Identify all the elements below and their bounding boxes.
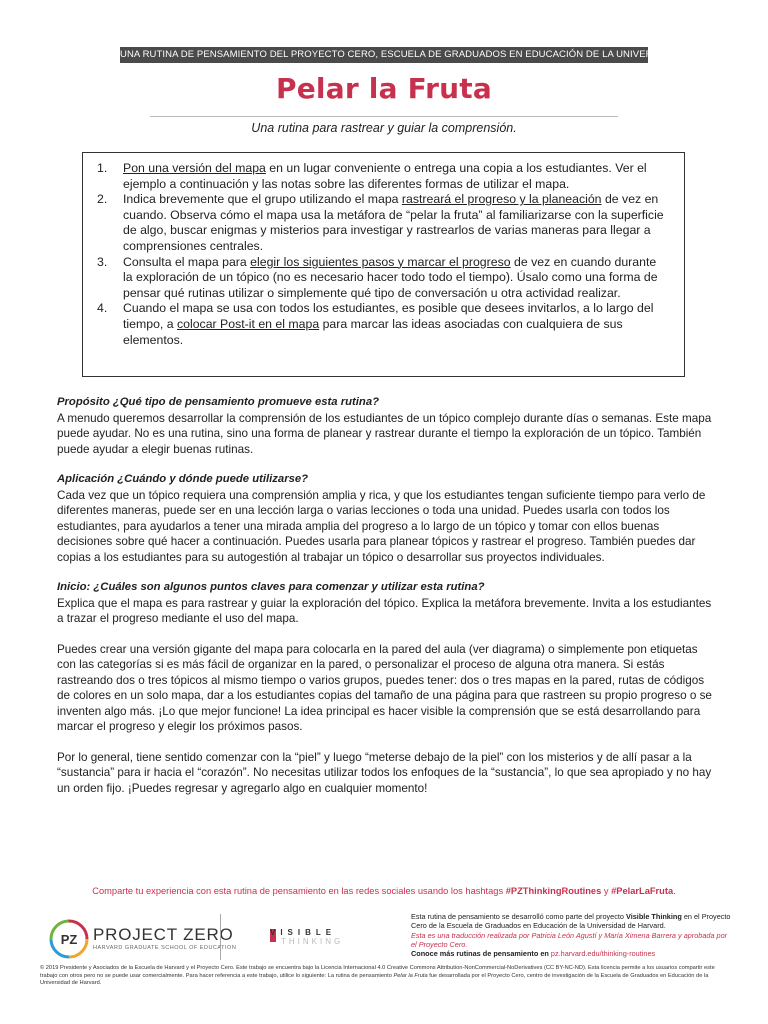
visible-thinking-name: Visible Thinking [625,912,682,921]
step-number: 4. [97,301,108,316]
thinking-routines-link[interactable]: pz.harvard.edu/thinking-routines [550,949,656,959]
application-paragraph: Cada vez que un tópico requiera una comprensión amplia y rica, y que los estudiantes tengan suficiente tiempo para verlo de diferentes maneras, puede ser en una lección larga o varias lecciones o toda una unidad. Puedes usarla con todos los estudiantes, para ayudarlos a tener una mirada amplia del progreso a lo largo de un tópico y tomar con ellos buenas decisiones sobre qué hacer a continuación. Puedes usarla para planear tópicos y rastrear el progreso. También puedes dar copias a los estudiantes para su autogestión al trabajar un tópico o desarrollar sus proyectos individuales. [57,488,706,564]
step-text-before: Cuando el mapa se usa con todos los estudiantes, es posible que desees invitarlos, a lo largo del tiempo, a [123,301,654,331]
step-text-before: Indica brevemente que el grupo utilizando el mapa [123,192,402,207]
start-paragraph-1: Explica que el mapa es para rastrear y guiar la exploración del tópico. Explica la metáfora brevemente. Invita a los estudiantes a trazar el progreso mediante el uso del mapa. [57,596,712,625]
title-divider [150,116,618,117]
visible-thinking-logo-bottom: THINKING [281,937,344,946]
project-zero-logo-icon [48,918,90,960]
step-underlined-text: Pon una versión del mapa [123,161,266,175]
project-zero-subtitle: HARVARD GRADUATE SCHOOL OF EDUCATION [93,945,237,951]
share-and: y [601,886,612,896]
step-item [97,301,667,348]
hashtag-link[interactable]: #PelarLaFruta [611,886,674,896]
copyright-notice [40,965,730,988]
project-zero-name: PROJECT ZERO [93,925,234,944]
step-underlined-text: colocar Post-it en el mapa [177,316,320,331]
visible-thinking-logo-top: VISIBLE [270,928,337,937]
page-title: Pelar la Fruta [276,72,492,105]
credit-text: Esta rutina de pensamiento se desarrolló como parte del proyecto [411,912,626,921]
copyright-text: fue desarrollada por el Proyecto Cero, centro de investigación de la Escuela de Graduados en Educación de la Universidad de Harvard. [40,972,709,986]
step-text-after: para marcar las ideas asociadas con cualquiera de sus elementos. [123,316,623,347]
step-number: 2. [97,192,108,207]
translation-credit: Esta es una traducción realizada por Patricia León Agustí y María Ximena Barrera y aprobada por el Proyecto Cero. [411,930,728,949]
credit-line-3 [411,949,731,958]
body-text [57,395,713,811]
credit-line-1 [411,912,731,931]
start-paragraph-3: Por lo general, tiene sentido comenzar con la “piel” y luego “meterse debajo de la piel” con los misterios y de allí pasar a la “sustancia” para ir hacia el “corazón”. No necesitas utilizar todos los enfoques de la “sustancia”, lo que sea apropiado y no hay un orden fijo. ¡Puedes regresar y agregarlo algo en cualquier momento! [57,750,712,795]
step-underlined-text: elegir los siguientes pasos y marcar el progreso [250,254,511,269]
copyright-routine-name: Pelar la Fruta [393,972,428,979]
application-heading: Aplicación ¿Cuándo y dónde puede utilizarse? [57,473,309,485]
step-underlined-text: rastreará el progreso y la planeación [401,192,602,207]
page-subtitle: Una rutina para rastrear y guiar la comprensión. [251,121,517,135]
credit-text: en el Proyecto Cero de la Escuela de Graduados en Educación de la Universidad de Harvard. [411,912,731,931]
share-prefix: Comparte tu experiencia con esta rutina de pensamiento en las redes sociales usando los hashtags [92,886,506,896]
step-number: 1. [97,161,108,175]
purpose-paragraph: A menudo queremos desarrollar la comprensión de los estudiantes de un tópico complejo durante días o semanas. Este mapa puede ayudar. No es una rutina, sino una forma de planear y rastrear durante el tiempo la exploración de un tópico. También puede ayudar a elegir buenas rutinas. [57,411,712,456]
step-text-before: Consulta el mapa para [123,254,251,269]
step-item [97,255,667,302]
share-suffix: . [673,886,676,896]
step-item [97,161,667,192]
purpose-heading: Propósito ¿Qué tipo de pensamiento promueve esta rutina? [57,396,380,408]
credit-more-label: Conoce más rutinas de pensamiento en [411,949,551,959]
step-number: 3. [97,254,108,269]
credit-block [411,912,731,958]
step-text-after: en un lugar conveniente o entrega una copia a los estudiantes. Ver el ejemplo a continuación y las notas sobre las diferentes formas de utilizar el mapa. [123,161,647,191]
step-text-after: de vez en cuando. Observa cómo el mapa usa la metáfora de “pelar la fruta” al familiarizarse con la superficie de algo, buscar enigmas y misterios para investigar y rastrearlos de varias maneras para llegar a comprensiones centrales. [123,192,664,253]
step-item [97,192,667,254]
footer-divider [220,914,221,960]
copyright-text: © 2019 Presidente y Asociados de la Escuela de Harvard y el Proyecto Cero. Este trabajo se encuentra bajo la Licencia Internacional 4.0 Creative Commons Attribution-NonCommercial-NoDerivatives (CC BY-NC-ND). Esta licencia permite a los usuarios compartir este trabajo con otros pero no se puede usar comercialmente. Para hacer referencia a este trabajo, utilice lo siguiente: La rutina de pensamiento [40,965,715,979]
start-paragraph-2: Puedes crear una versión gigante del mapa para colocarla en la pared del aula (ver diagrama) o simplemente pon etiquetas con las categorías si es más fácil de organizar en la pared, o personalizar el proceso de alguna otra manera. Si estás rastreando dos o tres tópicos al mismo tiempo o varios grupos, puedes tener: dos o tres mapas en la pared, rutas de códigos de colores en un solo mapa, dar a los estudiantes copias del tamaño de una página para que rastreen su propio progreso o se inventen algo más. ¡Lo que mejor funcione! La idea principal es hacer visible la comprensión que se está desarrollando para marcar el progreso y elegir los próximos pasos. [57,642,712,733]
hashtag-link[interactable]: #PZThinkingRoutines [505,886,602,896]
start-heading: Inicio: ¿Cuáles son algunos puntos claves para comenzar y utilizar esta rutina? [57,581,485,593]
header-banner: UNA RUTINA DE PENSAMIENTO DEL PROYECTO CERO, ESCUELA DE GRADUADOS EN EDUCACIÓN DE LA UNIVERSIDAD HARVARD. [120,47,648,63]
pz-logo-text: PZ [60,932,78,947]
step-text-after: de vez en cuando durante la exploración de un tópico (no es necesario hacer todo todo el tiempo). Úsalo como una forma de pensar qué rutinas utilizar o simplemente qué tipo de conversación u otra actividad realizar. [123,254,658,300]
steps-list [97,161,667,348]
share-line [0,886,768,896]
